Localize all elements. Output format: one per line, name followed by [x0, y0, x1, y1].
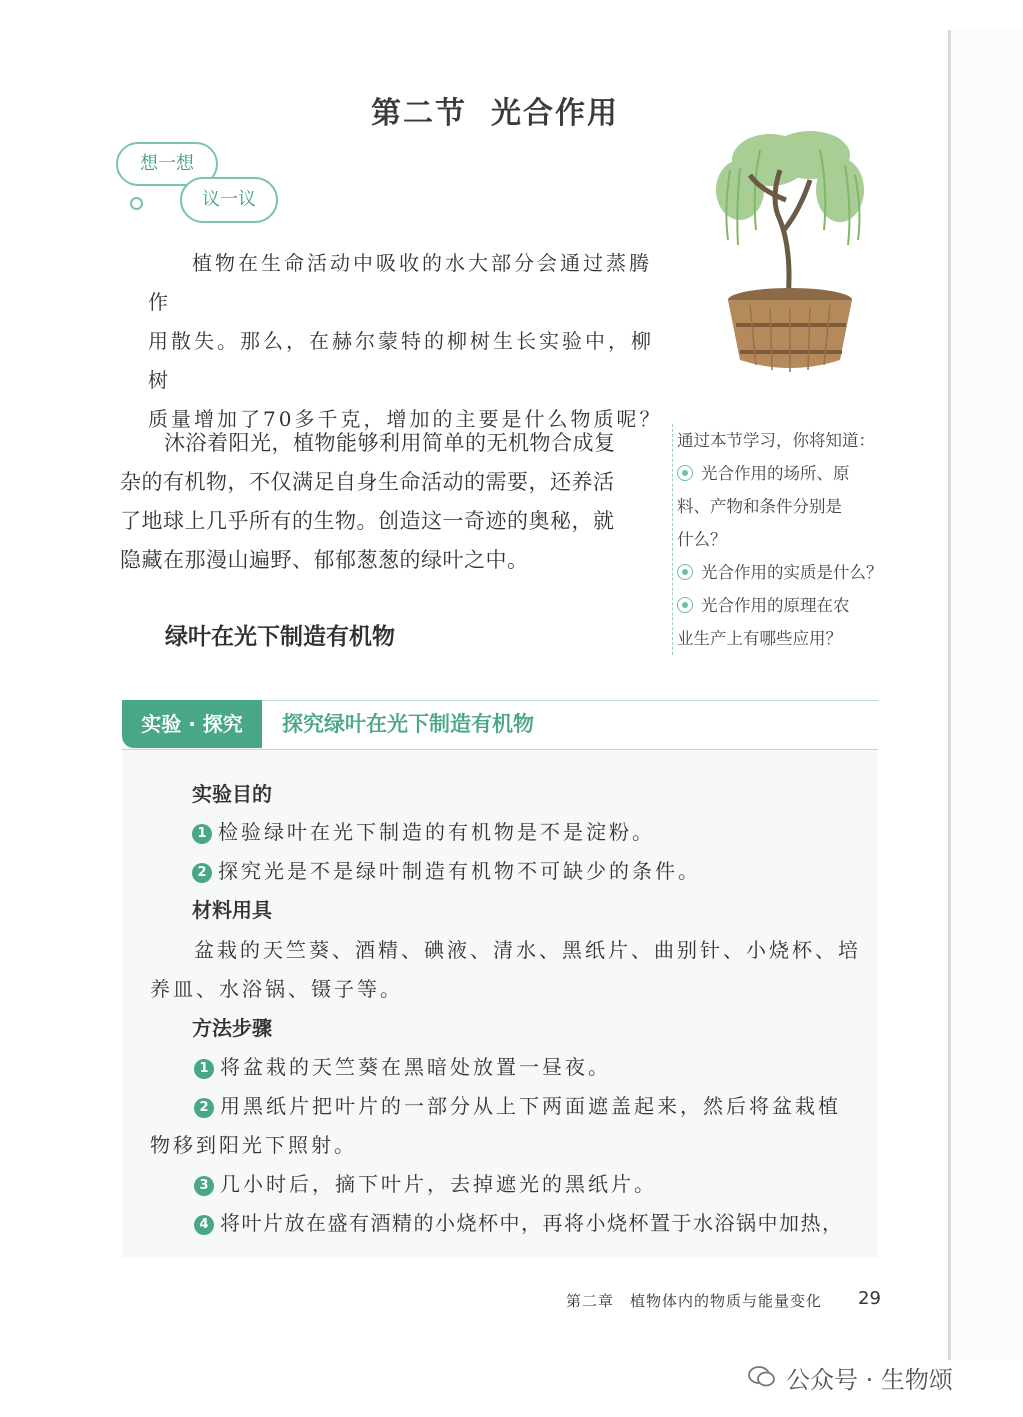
sidebar-item-line: 业生产上有哪些应用？	[677, 629, 842, 648]
page-edge	[948, 30, 951, 1360]
bubble-tail-dot	[130, 197, 143, 210]
sidebar-item-line: 什么？	[677, 530, 727, 549]
step-number-icon: 1	[192, 824, 212, 844]
step-item-line: 物移到阳光下照射。	[150, 1133, 357, 1157]
step-item: 4 将叶片放在盛有酒精的小烧杯中，再将小烧杯置于水浴锅中加热，	[194, 1207, 844, 1236]
main-paragraph: 沐浴着阳光，植物能够利用简单的无机物合成复 杂的有机物，不仅满足自身生命活动的需要，还养活 了地球上几乎所有的生物。创造这一奇迹的奥秘，就 隐藏在那漫山遍野、郁郁葱葱的绿叶之中。	[120, 431, 616, 572]
step-number-icon: 4	[194, 1215, 214, 1235]
purpose-item: 2 探究光是不是绿叶制造有机物不可缺少的条件。	[192, 855, 701, 884]
bullet-icon	[677, 597, 693, 613]
section-number: 第二节	[371, 96, 467, 131]
step-number-icon: 2	[194, 1098, 214, 1118]
step-item: 1 将盆栽的天竺葵在黑暗处放置一昼夜。	[194, 1051, 611, 1080]
sidebar-item: 光合作用的实质是什么？	[677, 556, 885, 589]
page-number: 29	[858, 1288, 881, 1309]
step-item: 3 几小时后，摘下叶片，去掉遮光的黑纸片。	[194, 1168, 657, 1197]
materials-heading: 材料用具	[192, 898, 272, 922]
section-name: 光合作用	[491, 96, 619, 131]
learning-goals-sidebar	[672, 424, 885, 655]
sidebar-item: 光合作用的场所、原	[677, 457, 885, 490]
step-item: 2 用黑纸片把叶片的一部分从上下两面遮盖起来，然后将盆栽植	[194, 1090, 841, 1119]
intro-line: 质量增加了70多千克，增加的主要是什么物质呢？	[148, 407, 663, 431]
intro-line: 植物在生命活动中吸收的水大部分会通过蒸腾作	[148, 251, 652, 314]
chapter-footer: 第二章 植物体内的物质与能量变化	[566, 1292, 823, 1310]
sidebar-item-line: 料、产物和条件分别是	[677, 497, 842, 516]
bullet-icon	[677, 465, 693, 481]
experiment-tag: 实验 · 探究	[122, 700, 262, 748]
watermark: 公众号 · 生物颂	[786, 1366, 953, 1394]
step-number-icon: 2	[192, 863, 212, 883]
step-number-icon: 3	[194, 1176, 214, 1196]
think-bubble: 想一想	[116, 142, 218, 186]
discuss-bubble: 议一议	[180, 177, 278, 223]
experiment-title: 探究绿叶在光下制造有机物	[282, 712, 534, 736]
sidebar-intro: 通过本节学习，你将知道：	[677, 431, 875, 450]
materials-line: 盆栽的天竺葵、酒精、碘液、清水、黑纸片、曲别针、小烧杯、培	[194, 938, 861, 962]
page-edge-shadow	[952, 30, 1023, 1360]
purpose-item: 1 检验绿叶在光下制造的有机物是不是淀粉。	[192, 816, 655, 845]
sidebar-item: 光合作用的原理在农	[677, 589, 885, 622]
steps-heading: 方法步骤	[192, 1016, 272, 1040]
purpose-heading: 实验目的	[192, 782, 272, 806]
materials-line: 养皿、水浴锅、镊子等。	[150, 977, 403, 1001]
willow-tree-illustration	[700, 120, 880, 400]
subheading: 绿叶在光下制造有机物	[165, 624, 395, 650]
intro-paragraph	[148, 244, 668, 439]
wechat-icon	[748, 1366, 776, 1388]
step-number-icon: 1	[194, 1059, 214, 1079]
intro-line: 用散失。那么，在赫尔蒙特的柳树生长实验中，柳树	[148, 329, 654, 392]
bullet-icon	[677, 564, 693, 580]
